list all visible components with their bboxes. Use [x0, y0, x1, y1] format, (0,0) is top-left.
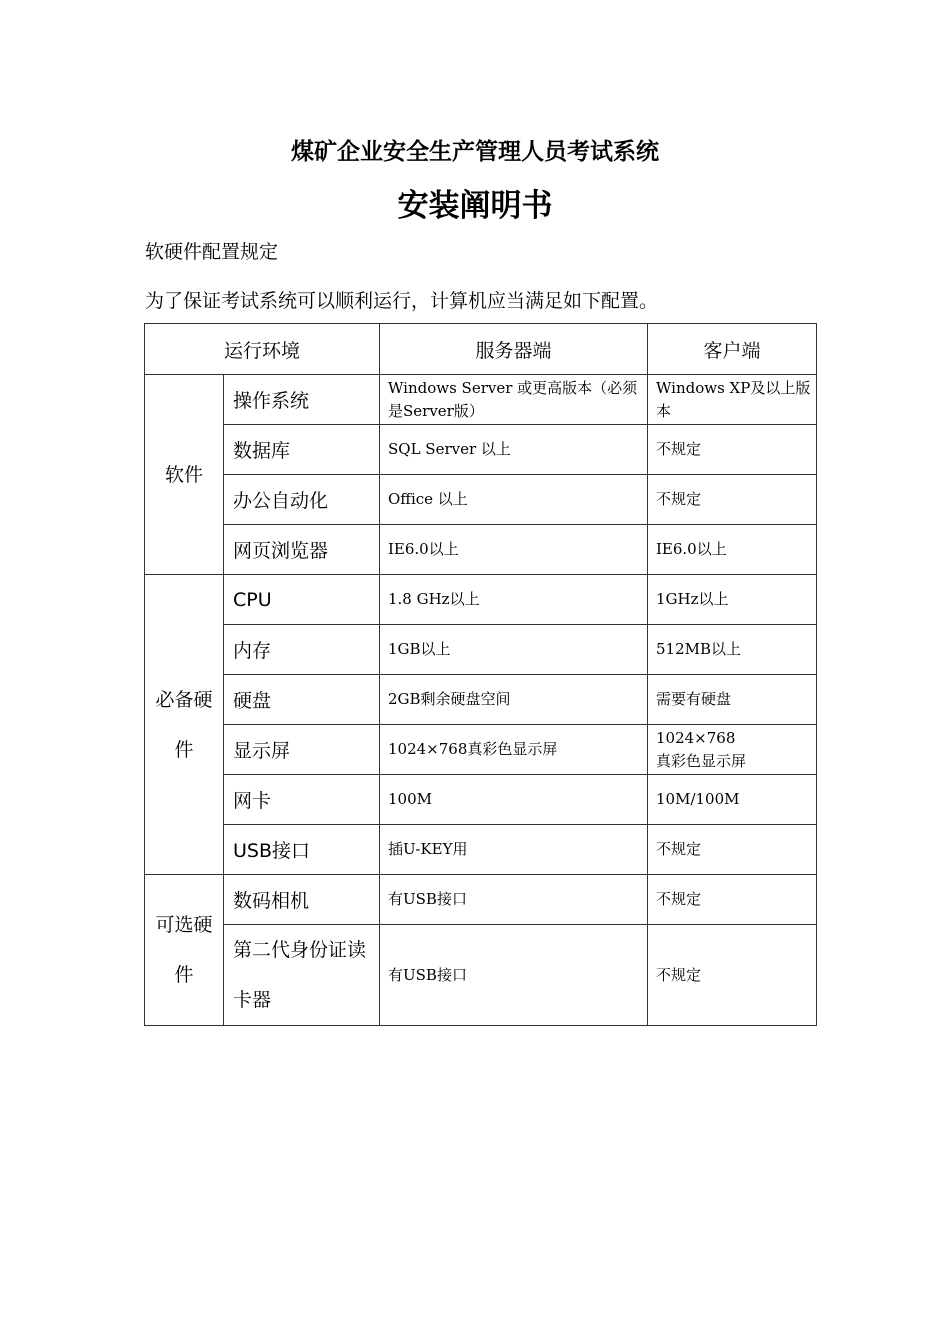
table-row	[145, 625, 817, 675]
group-label-line2: 件	[174, 738, 194, 761]
row-item: 办公自动化	[224, 475, 380, 525]
table-row	[145, 425, 817, 475]
row-item: 数据库	[224, 425, 380, 475]
row-client: 不规定	[648, 425, 817, 475]
row-server: 有USB接口	[380, 925, 648, 1026]
group-required-hardware	[145, 575, 224, 875]
row-client: 1024×768 真彩色显示屏	[648, 725, 817, 775]
row-server: 1GB以上	[380, 625, 648, 675]
row-server: Windows Server 或更高版本（必须是Server版）	[380, 375, 648, 425]
row-client: 不规定	[648, 875, 817, 925]
row-item: USB接口	[224, 825, 380, 875]
row-server: 2GB剩余硬盘空间	[380, 675, 648, 725]
row-server: IE6.0以上	[380, 525, 648, 575]
table-row	[145, 375, 817, 425]
document-subtitle: 安装阐明书	[397, 188, 553, 224]
table-row	[145, 575, 817, 625]
group-optional-hardware	[145, 875, 224, 1026]
row-server: 1024×768真彩色显示屏	[380, 725, 648, 775]
row-client: 10M/100M	[648, 775, 817, 825]
group-label-line1: 必备硬	[155, 688, 213, 711]
row-server: 1.8 GHz以上	[380, 575, 648, 625]
row-client: 1GHz以上	[648, 575, 817, 625]
table-row	[145, 825, 817, 875]
row-server: Office 以上	[380, 475, 648, 525]
row-server: 100M	[380, 775, 648, 825]
table-row	[145, 475, 817, 525]
table-header-row	[145, 324, 817, 375]
row-client: IE6.0以上	[648, 525, 817, 575]
row-item: 网页浏览器	[224, 525, 380, 575]
header-env: 运行环境	[145, 324, 380, 375]
header-client: 客户端	[648, 324, 817, 375]
header-server: 服务器端	[380, 324, 648, 375]
group-label: 软件	[164, 463, 203, 486]
config-table	[144, 323, 817, 1026]
table-row	[145, 675, 817, 725]
row-item: 操作系统	[224, 375, 380, 425]
table-row	[145, 925, 817, 1026]
document-title: 煤矿企业安全生产管理人员考试系统	[291, 138, 659, 165]
row-server: 插U-KEY用	[380, 825, 648, 875]
row-client: 不规定	[648, 925, 817, 1026]
row-client: Windows XP及以上版本	[648, 375, 817, 425]
row-item: 数码相机	[224, 875, 380, 925]
row-client: 需要有硬盘	[648, 675, 817, 725]
row-item: 硬盘	[224, 675, 380, 725]
group-label-line2: 件	[174, 964, 194, 986]
row-item: CPU	[224, 575, 380, 625]
group-label-line1: 可选硬	[155, 914, 213, 936]
table-row	[145, 525, 817, 575]
row-item: 网卡	[224, 775, 380, 825]
intro-paragraph: 为了保证考试系统可以顺利运行，计算机应当满足如下配置。	[145, 290, 659, 312]
row-item: 内存	[224, 625, 380, 675]
row-client: 不规定	[648, 825, 817, 875]
table-row	[145, 775, 817, 825]
table-row	[145, 875, 817, 925]
section-heading: 软硬件配置规定	[145, 241, 279, 263]
group-software	[145, 375, 224, 575]
row-client: 512MB以上	[648, 625, 817, 675]
row-item: 显示屏	[224, 725, 380, 775]
row-item: 第二代身份证读卡器	[224, 925, 380, 1026]
row-server: 有USB接口	[380, 875, 648, 925]
row-server: SQL Server 以上	[380, 425, 648, 475]
table-row	[145, 725, 817, 775]
row-client: 不规定	[648, 475, 817, 525]
